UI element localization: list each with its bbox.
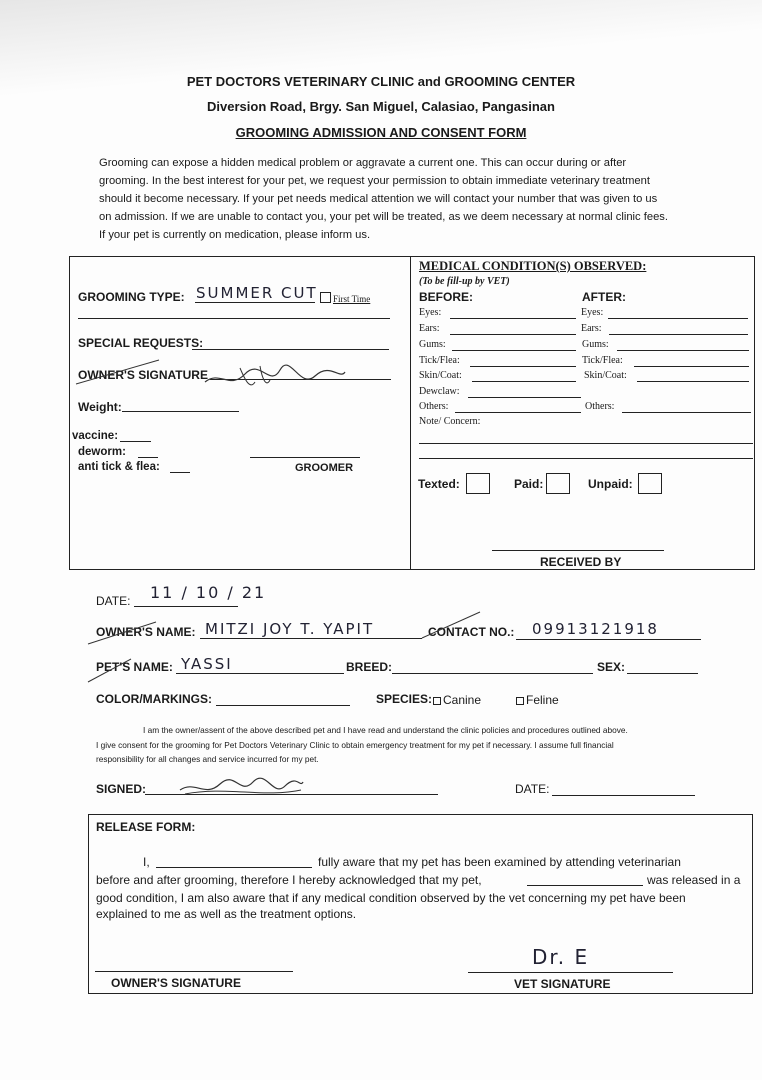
before-skin-line xyxy=(472,381,576,382)
contact-label: CONTACT NO.: xyxy=(428,625,515,639)
before-tick-label: Tick/Flea: xyxy=(419,355,460,366)
deworm-label: deworm: xyxy=(78,446,126,458)
signed-signature xyxy=(175,772,305,802)
unpaid-checkbox[interactable] xyxy=(638,473,662,494)
consent-line-3: responsibility for all changes and service incurred for my pet. xyxy=(96,754,319,764)
canine-label: Canine xyxy=(443,693,482,707)
pet-name-strike xyxy=(86,655,136,685)
release-owner-signature-label: OWNER'S SIGNATURE xyxy=(111,976,241,990)
intro-line-4: on admission. If we are unable to contact you, your pet will be treated, as we deem necessary at normal clinic fees. xyxy=(99,211,668,223)
box-divider xyxy=(410,256,411,570)
after-label: AFTER: xyxy=(582,290,626,304)
release-name-line xyxy=(156,867,312,868)
before-tick-line xyxy=(470,366,576,367)
before-ears-line xyxy=(450,334,576,335)
release-line4: explained to me as well as the treatment options. xyxy=(96,907,357,921)
vaccine-label: vaccine: xyxy=(72,430,119,442)
release-line2-b: was released in a xyxy=(647,873,741,887)
grooming-type-label: GROOMING TYPE: xyxy=(78,290,185,304)
after-gums-line xyxy=(617,350,749,351)
consent-line-1: I am the owner/assent of the above described pet and I have read and understand the clinic policies and procedures outlined above. xyxy=(143,725,628,735)
owner-signature-strike xyxy=(74,356,164,386)
owner-name-label: OWNER'S NAME: xyxy=(96,625,196,639)
pet-name-value[interactable]: YASSI xyxy=(181,655,233,673)
sex-label: SEX: xyxy=(597,660,626,674)
texted-checkbox[interactable] xyxy=(466,473,490,494)
received-by-label: RECEIVED BY xyxy=(540,555,622,569)
vet-fill-note: (To be fill-up by VET) xyxy=(419,276,510,287)
release-line3: good condition, I am also aware that if any medical condition observed by the vet concerning my pet have been xyxy=(96,891,686,905)
note-line-2 xyxy=(419,458,753,459)
weight-label: Weight: xyxy=(78,400,122,414)
release-line2-a: before and after grooming, therefore I hereby acknowledged that my pet, xyxy=(96,873,482,887)
after-others-line xyxy=(622,412,751,413)
before-others-line xyxy=(455,412,581,413)
release-pet-line xyxy=(527,885,643,886)
first-time-box[interactable] xyxy=(320,292,331,303)
after-eyes-line xyxy=(608,318,748,319)
first-time-label: First Time xyxy=(333,294,371,304)
feline-checkbox[interactable] xyxy=(516,697,524,705)
after-ears-label: Ears: xyxy=(581,323,602,334)
pet-name-label: PET'S NAME: xyxy=(96,660,173,674)
medical-condition-title: MEDICAL CONDITION(S) OBSERVED: xyxy=(419,259,647,273)
groomer-line xyxy=(250,457,360,458)
grooming-type-line xyxy=(195,302,315,303)
before-others-label: Others: xyxy=(419,401,449,412)
before-ears-label: Ears: xyxy=(419,323,440,334)
owner-name-value[interactable]: MITZI JOY T. YAPIT xyxy=(205,620,375,638)
before-dewclaw-line xyxy=(468,397,581,398)
after-skin-label: Skin/Coat: xyxy=(584,370,627,381)
feline-option[interactable] xyxy=(516,693,559,707)
release-line1-b: fully aware that my pet has been examined by attending veterinarian xyxy=(318,855,681,869)
sex-line xyxy=(627,673,698,674)
before-gums-label: Gums: xyxy=(419,339,446,350)
clinic-name: PET DOCTORS VETERINARY CLINIC and GROOMING CENTER xyxy=(186,74,576,89)
intro-line-2: grooming. In the best interest for your pet, we request your permission to obtain immediate veterinary treatment xyxy=(99,175,650,187)
consent-line-2: I give consent for the grooming for Pet Doctors Veterinary Clinic to obtain emergency treatment for my pet if necessary. I assume full financial xyxy=(96,740,614,750)
signed-label: SIGNED: xyxy=(96,782,147,796)
owner-name-strike xyxy=(86,618,166,648)
vet-signature-value: Dr. E xyxy=(532,945,590,969)
deworm-line xyxy=(138,457,158,458)
contact-value[interactable]: 09913121918 xyxy=(532,620,659,638)
before-skin-label: Skin/Coat: xyxy=(419,370,462,381)
note-concern-label: Note/ Concern: xyxy=(419,416,481,427)
signed-date-line xyxy=(552,795,695,796)
feline-label: Feline xyxy=(526,693,559,707)
color-markings-label: COLOR/MARKINGS: xyxy=(96,692,212,706)
unpaid-label: Unpaid: xyxy=(588,477,633,491)
after-tick-label: Tick/Flea: xyxy=(582,355,623,366)
release-owner-sign-line xyxy=(95,971,293,972)
before-eyes-label: Eyes: xyxy=(419,307,442,318)
paid-label: Paid: xyxy=(514,477,544,491)
owner-signature-scribble xyxy=(200,360,350,396)
special-requests-line xyxy=(192,349,389,350)
after-eyes-label: Eyes: xyxy=(581,307,604,318)
signed-date-label: DATE: xyxy=(515,782,550,796)
grooming-type-line-2 xyxy=(78,318,390,319)
intro-line-3: should it become necessary. If your pet needs medical attention we will contact your number that was given to us xyxy=(99,193,658,205)
before-label: BEFORE: xyxy=(419,290,473,304)
release-title: RELEASE FORM: xyxy=(96,820,196,834)
vet-signature-label: VET SIGNATURE xyxy=(514,977,611,991)
before-eyes-line xyxy=(450,318,576,319)
breed-label: BREED: xyxy=(346,660,393,674)
canine-option[interactable] xyxy=(433,693,481,707)
weight-line xyxy=(122,411,239,412)
color-markings-line xyxy=(216,705,350,706)
anti-tick-label: anti tick & flea: xyxy=(78,461,160,473)
texted-label: Texted: xyxy=(418,477,460,491)
before-gums-line xyxy=(452,350,576,351)
special-requests-label: SPECIAL REQUESTS: xyxy=(78,336,204,350)
vet-sign-line xyxy=(468,972,673,973)
owner-name-line xyxy=(200,638,422,639)
note-line-1 xyxy=(419,443,753,444)
intro-line-5: If your pet is currently on medication, please inform us. xyxy=(99,229,371,241)
date-value[interactable]: 11 / 10 / 21 xyxy=(150,583,267,602)
grooming-type-value[interactable]: SUMMER CUT xyxy=(196,284,318,302)
after-gums-label: Gums: xyxy=(582,339,609,350)
after-others-label: Others: xyxy=(585,401,615,412)
species-label: SPECIES: xyxy=(376,692,433,706)
intro-line-1: Grooming can expose a hidden medical problem or aggravate a current one. This can occur during or after xyxy=(99,157,627,169)
first-time-checkbox[interactable] xyxy=(320,292,370,304)
clinic-address: Diversion Road, Brgy. San Miguel, Calasiao, Pangasinan xyxy=(207,99,555,114)
canine-checkbox[interactable] xyxy=(433,697,441,705)
vaccine-line xyxy=(120,441,151,442)
paid-checkbox[interactable] xyxy=(546,473,570,494)
contact-strike xyxy=(420,608,490,642)
form-title: GROOMING ADMISSION AND CONSENT FORM xyxy=(235,125,527,140)
pet-name-line xyxy=(176,673,344,674)
breed-line xyxy=(392,673,593,674)
anti-tick-line xyxy=(170,472,190,473)
after-tick-line xyxy=(634,366,749,367)
release-line1-a: I, xyxy=(143,855,150,869)
owner-signature-label: OWNER'S SIGNATURE xyxy=(78,368,208,382)
before-dewclaw-label: Dewclaw: xyxy=(419,386,460,397)
after-ears-line xyxy=(609,334,748,335)
after-skin-line xyxy=(637,381,749,382)
date-label: DATE: xyxy=(96,594,131,608)
date-line xyxy=(134,606,238,607)
contact-line xyxy=(516,639,701,640)
received-by-line xyxy=(492,550,664,551)
groomer-label: GROOMER xyxy=(295,462,354,474)
